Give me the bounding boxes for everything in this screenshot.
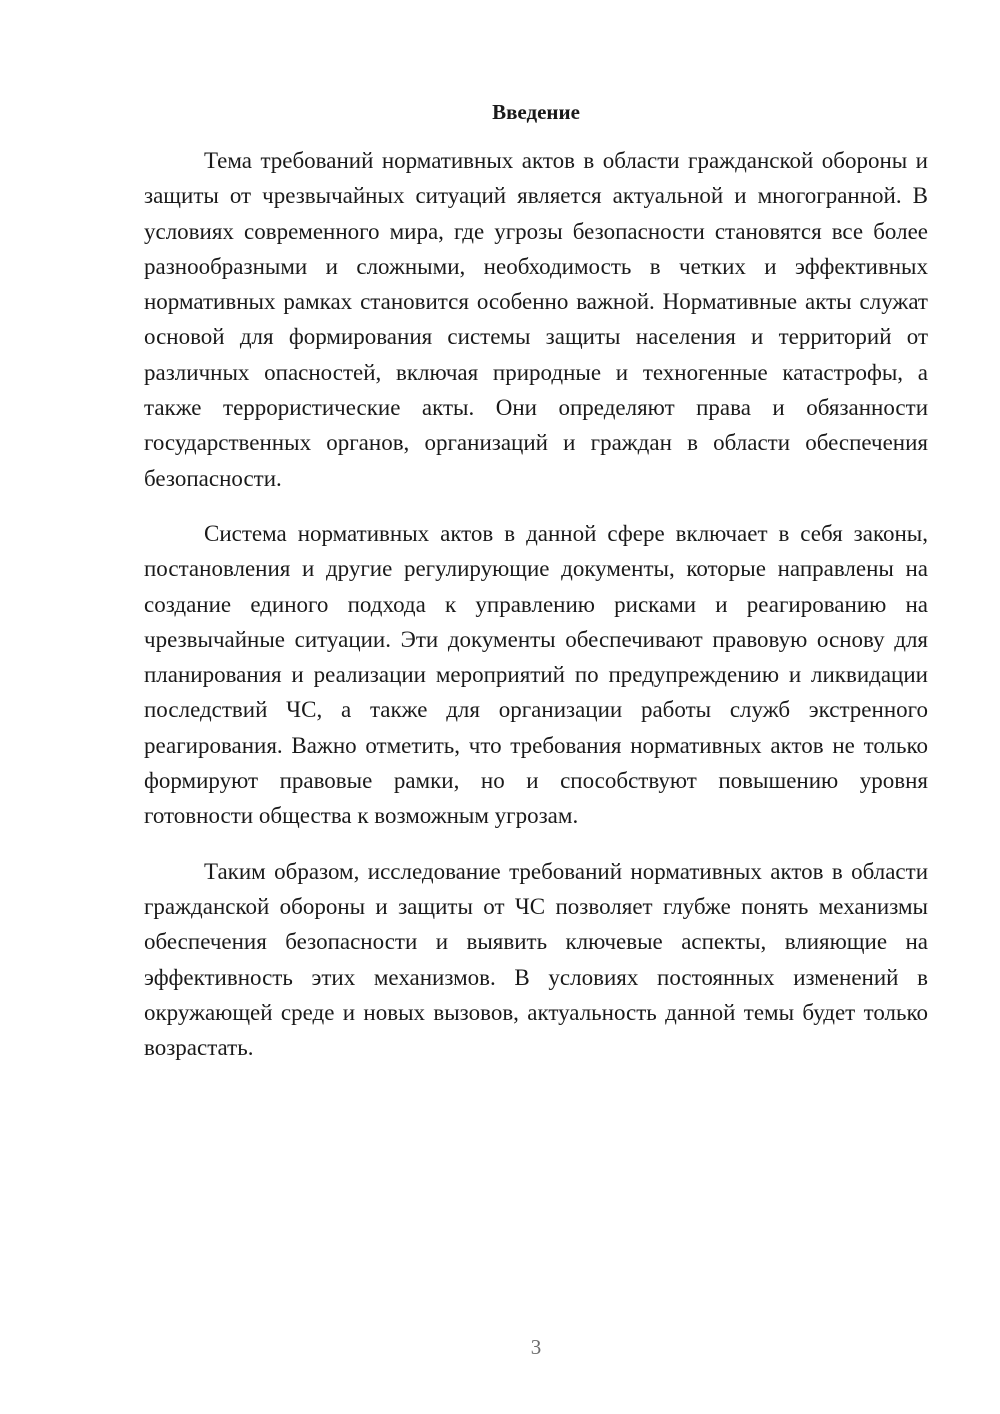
body-text: [144, 143, 928, 1085]
paragraph-3: Таким образом, исследование требований нормативных актов в области гражданской обороны и защиты от ЧС позволяет глубже понять механизмы обеспечения безопасности и выявить ключевые аспекты, влияющие на эффективность этих механизмов. В условиях постоянных изменений в окружающей среде и новых вызовов, актуальность данной темы будет только возрастать.: [144, 858, 928, 1061]
paragraph-2: Система нормативных актов в данной сфере включает в себя законы, постановления и другие регулирующие документы, которые направлены на создание единого подхода к управлению рисками и реагированию на чрезвычайные ситуации. Эти документы обеспечивают правовую основу для планирования и реализации мероприятий по предупреждению и ликвидации последствий ЧС, а также для организации работы служб экстренного реагирования. Важно отметить, что требования нормативных актов не только формируют правовые рамки, но и способствуют повышению уровня готовности общества к возможным угрозам.: [144, 520, 928, 829]
page-number: 3: [530, 1335, 542, 1359]
paragraph-1: Тема требований нормативных актов в области гражданской обороны и защиты от чрезвычайных ситуаций является актуальной и многогранной. В условиях современного мира, где угрозы безопасности становятся все более разнообразными и сложными, необходимость в четких и эффективных нормативных рамках становится особенно важной. Нормативные акты служат основой для формирования системы защиты населения и территорий от различных опасностей, включая природные и техногенные катастрофы, а также террористические акты. Они определяют права и обязанности государственных органов, организаций и граждан в области обеспечения безопасности.: [144, 148, 928, 491]
section-heading: Введение: [492, 100, 580, 124]
